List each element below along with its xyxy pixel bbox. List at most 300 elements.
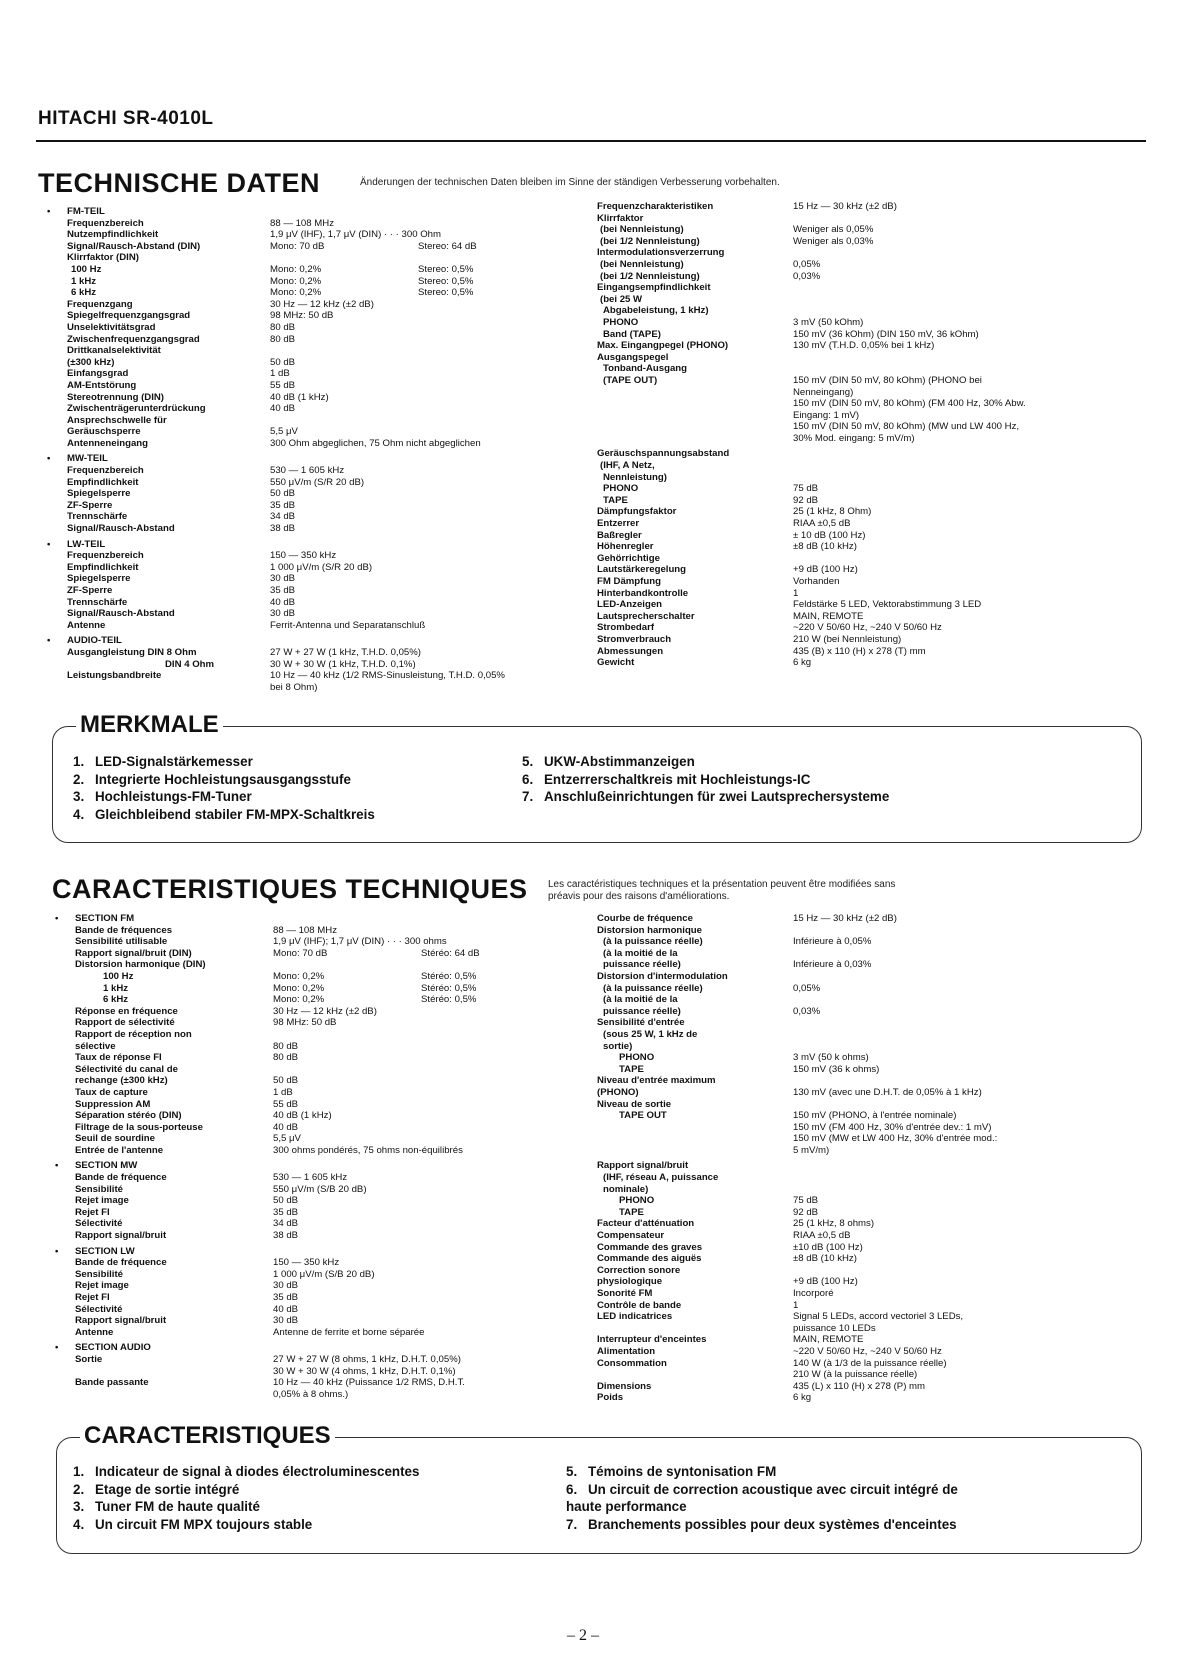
spec-label: (IHF, réseau A, puissance xyxy=(603,1172,719,1184)
spec-value: 550 μV/m (S/R 20 dB) xyxy=(270,476,365,488)
spec-value: 6 kg xyxy=(793,657,812,669)
spec-label: FM-TEIL xyxy=(67,206,105,217)
spec-label: AM-Entstörung xyxy=(67,379,137,391)
spec-label: Niveau de sortie xyxy=(597,1098,672,1110)
spec-value: 40 dB (1 kHz) xyxy=(273,1110,332,1122)
feature-text: Tuner FM de haute qualité xyxy=(95,1499,260,1515)
spec-row xyxy=(597,282,1157,294)
spec-label: Commande des graves xyxy=(597,1241,703,1253)
feature-text: Gleichbleibend stabiler FM-MPX-Schaltkreis xyxy=(95,806,375,822)
spec-row xyxy=(47,635,587,647)
spec-label: (sous 25 W, 1 kHz de xyxy=(603,1028,698,1040)
caracteristiques-list-right xyxy=(566,1463,958,1533)
spec-value-stereo: Stereo: 64 dB xyxy=(418,240,477,252)
spec-value: 10 Hz — 40 kHz (Puissance 1/2 RMS, D.H.T. 0,05% à 8 ohms.) xyxy=(273,1377,465,1400)
spec-row xyxy=(75,1184,585,1196)
spec-label: Nutzempfindlichkeit xyxy=(67,229,159,241)
spec-label: (à la puissance réelle) xyxy=(603,936,703,948)
spec-label: (bei Nennleistung) xyxy=(600,224,684,236)
spec-row xyxy=(67,488,587,500)
feature-item xyxy=(73,788,375,806)
feature-number: 1. xyxy=(73,754,85,769)
spec-value: 34 dB xyxy=(273,1218,299,1230)
feature-item xyxy=(73,1498,419,1516)
spec-value: +9 dB (100 Hz) xyxy=(793,1276,858,1288)
spec-label: Höhenregler xyxy=(597,541,654,553)
spec-row xyxy=(597,1195,1157,1207)
spec-row xyxy=(597,1029,1157,1041)
de-spec-left xyxy=(47,206,587,693)
spec-row xyxy=(67,550,587,562)
spec-label: Compensateur xyxy=(597,1230,665,1242)
spec-value: 88 — 108 MHz xyxy=(270,217,334,229)
feature-text: Integrierte Hochleistungsausgangsstufe xyxy=(95,771,351,787)
spec-label: Rapport signal/bruit xyxy=(597,1160,689,1172)
spec-value: Antenne de ferrite et borne séparée xyxy=(273,1326,425,1338)
feature-item xyxy=(73,753,375,771)
feature-text: Anschlußeinrichtungen für zwei Lautsprechersysteme xyxy=(544,789,890,805)
spec-value: 1 dB xyxy=(270,368,290,380)
caracteristiques-list-left xyxy=(73,1463,419,1533)
spec-label: Spiegelsperre xyxy=(67,573,131,585)
spec-row xyxy=(597,1334,1157,1346)
spec-label: Rejet FI xyxy=(75,1292,110,1303)
feature-text: Indicateur de signal à diodes électroluminescentes xyxy=(95,1464,420,1479)
spec-row xyxy=(75,1041,585,1053)
spec-value: ~220 V 50/60 Hz, ~240 V 50/60 Hz xyxy=(793,1345,942,1357)
spec-value: 1 000 μV/m (S/B 20 dB) xyxy=(273,1268,375,1280)
spec-row xyxy=(75,1280,585,1292)
spec-row xyxy=(597,317,1157,329)
spec-value: 6 kg xyxy=(793,1392,812,1404)
feature-item xyxy=(73,806,375,824)
spec-row xyxy=(597,936,1157,948)
spec-label: Sensibilité utilisable xyxy=(75,936,168,948)
spec-row xyxy=(67,647,587,659)
spec-value: 35 dB xyxy=(270,585,296,596)
spec-value: 98 MHz: 50 dB xyxy=(273,1017,337,1029)
spec-row xyxy=(75,1017,585,1029)
spec-row xyxy=(75,1052,585,1064)
spec-value: ~220 V 50/60 Hz, ~240 V 50/60 Hz xyxy=(793,622,942,634)
spec-row xyxy=(597,622,1157,634)
spec-label: Signal/Rausch-Abstand xyxy=(67,523,175,535)
spec-value: 130 mV (avec une D.H.T. de 0,05% à 1 kHz) xyxy=(793,1086,982,1098)
fr-note: Les caractéristiques techniques et la présentation peuvent être modifiées sans préavis pour des raisons d'améliorations. xyxy=(548,879,896,902)
spec-value: 150 mV (PHONO, à l'entrée nominale) 150 mV (FM 400 Hz, 30% d'entrée dev.: 1 mV) 150 mV (MW et LW 400 Hz, 30% d'entrée mod.: 5 mV/m) xyxy=(793,1110,998,1156)
spec-value: 15 Hz — 30 kHz (±2 dB) xyxy=(793,201,897,212)
spec-value: 50 dB xyxy=(273,1075,299,1087)
spec-value: Mono: 0,2% xyxy=(273,994,325,1006)
spec-row xyxy=(55,1342,585,1354)
spec-value: 3 mV (50 k ohms) xyxy=(793,1052,869,1064)
feature-item xyxy=(73,1463,419,1481)
spec-row xyxy=(47,453,587,465)
spec-row xyxy=(75,1075,585,1087)
spec-row xyxy=(75,1354,585,1377)
spec-value: 1 000 μV/m (S/R 20 dB) xyxy=(270,561,373,573)
spec-label: Leistungsbandbreite xyxy=(67,670,162,682)
spec-row xyxy=(597,1230,1157,1242)
spec-label: LED indicatrices xyxy=(597,1311,673,1323)
spec-row xyxy=(75,971,585,983)
spec-label: Séparation stéréo (DIN) xyxy=(75,1110,182,1122)
spec-label: Rapport de réception non xyxy=(75,1028,192,1040)
merkmale-list-left xyxy=(73,753,375,823)
de-note: Änderungen der technischen Daten bleiben im Sinne der ständigen Verbesserung vorbehalten. xyxy=(360,177,780,188)
spec-value-stereo: Stereo: 0,5% xyxy=(418,263,474,275)
spec-row xyxy=(597,1288,1157,1300)
spec-row xyxy=(597,518,1157,530)
spec-row xyxy=(75,1029,585,1041)
spec-row xyxy=(597,259,1157,271)
spec-value: 80 dB xyxy=(273,1040,299,1052)
feature-number: 6. xyxy=(566,1481,578,1497)
spec-row xyxy=(597,213,1157,225)
spec-row xyxy=(597,340,1157,352)
spec-row xyxy=(597,1253,1157,1265)
spec-row xyxy=(75,1064,585,1076)
spec-value: 92 dB xyxy=(793,1206,819,1218)
feature-item xyxy=(522,788,889,806)
spec-row xyxy=(55,1245,585,1258)
bullet-icon: • xyxy=(47,635,51,647)
spec-label: Trennschärfe xyxy=(67,511,128,523)
spec-label: Gehörrichtige xyxy=(597,552,660,564)
spec-row xyxy=(597,1052,1157,1064)
spec-row xyxy=(597,247,1157,259)
spec-value: 530 — 1 605 kHz xyxy=(273,1172,348,1184)
feature-number: 7. xyxy=(566,1516,578,1532)
spec-value: 1 dB xyxy=(273,1086,293,1098)
spec-label: LED-Anzeigen xyxy=(597,599,663,611)
feature-item xyxy=(566,1516,958,1534)
spec-value: 5,5 μV xyxy=(270,426,298,438)
spec-row xyxy=(75,1099,585,1111)
spec-row xyxy=(67,597,587,609)
spec-row xyxy=(597,959,1157,971)
spec-row xyxy=(597,236,1157,248)
spec-value: 5,5 μV xyxy=(273,1133,301,1145)
spec-value: ±10 dB (100 Hz) xyxy=(793,1241,863,1253)
spec-value: 435 (L) x 110 (H) x 278 (P) mm xyxy=(793,1380,926,1392)
spec-label: SECTION MW xyxy=(75,1160,138,1172)
feature-number: 4. xyxy=(73,1516,85,1532)
spec-label: PHONO xyxy=(619,1052,655,1064)
feature-number: 6. xyxy=(522,771,534,787)
spec-row xyxy=(597,646,1157,658)
spec-value: Weniger als 0,03% xyxy=(793,235,874,247)
spec-value: Mono: 0,2% xyxy=(273,970,325,982)
feature-text: UKW-Abstimmanzeigen xyxy=(544,754,695,769)
spec-value: 40 dB xyxy=(270,403,296,415)
feature-number: 2. xyxy=(73,1481,85,1497)
spec-label: Courbe de fréquence xyxy=(597,913,693,924)
spec-row xyxy=(597,201,1157,213)
spec-label: (PHONO) xyxy=(597,1086,639,1098)
spec-value: 300 ohms pondérés, 75 ohms non-équilibrés xyxy=(273,1144,463,1156)
spec-row xyxy=(597,1006,1157,1018)
bullet-icon: • xyxy=(55,1160,59,1172)
spec-label: Frequenzbereich xyxy=(67,465,144,477)
spec-label: Geräuschspannungsabstand xyxy=(597,448,730,460)
spec-label: Dimensions xyxy=(597,1380,652,1392)
spec-row xyxy=(597,634,1157,646)
spec-label: TAPE xyxy=(619,1206,644,1218)
spec-row xyxy=(597,983,1157,995)
spec-row xyxy=(75,1195,585,1207)
spec-label: FM Dämpfung xyxy=(597,576,661,587)
spec-value: +9 dB (100 Hz) xyxy=(793,564,858,576)
fr-title: CARACTERISTIQUES TECHNIQUES xyxy=(52,874,528,904)
spec-value: Mono: 70 dB xyxy=(270,240,325,252)
merkmale-title: MERKMALE xyxy=(76,711,223,739)
spec-label: Taux de réponse FI xyxy=(75,1052,162,1064)
spec-value: 1 xyxy=(793,1299,799,1311)
spec-value: 0,05% xyxy=(793,982,821,994)
spec-row xyxy=(597,994,1157,1006)
spec-value: ±8 dB (10 kHz) xyxy=(793,541,857,553)
spec-value: 40 dB (1 kHz) xyxy=(270,391,329,403)
spec-value: MAIN, REMOTE xyxy=(793,610,864,622)
spec-row xyxy=(75,1110,585,1122)
spec-label: Frequenzbereich xyxy=(67,550,144,562)
spec-label: (bei Nennleistung) xyxy=(600,258,684,270)
spec-label: Zwischenfrequenzgangsgrad xyxy=(67,333,200,345)
spec-label: Correction sonore xyxy=(597,1264,681,1276)
spec-label: Distorsion harmonique xyxy=(597,924,703,936)
spec-row xyxy=(597,913,1157,925)
fr-spec-right xyxy=(597,913,1157,1404)
spec-row xyxy=(597,1172,1157,1184)
spec-row xyxy=(597,460,1157,472)
spec-row xyxy=(67,465,587,477)
spec-label: Antenne xyxy=(75,1326,114,1338)
spec-row xyxy=(597,971,1157,983)
spec-value: 150 mV (DIN 50 mV, 80 kOhm) (PHONO bei Nenneingang) 150 mV (DIN 50 mV, 80 kOhm) (FM 400 Hz, 30% Abw. Eingang: 1 mV) 150 mV (DIN 50 mV, 80 kOhm) (MW und LW 400 Hz, 30% Mod. eingang: 5 mV/m) xyxy=(793,374,1026,444)
spec-row xyxy=(67,392,587,404)
spec-row xyxy=(55,1160,585,1172)
spec-row xyxy=(597,472,1157,484)
spec-row xyxy=(67,438,587,450)
spec-value: 0,03% xyxy=(793,270,821,282)
spec-label: Seuil de sourdine xyxy=(75,1133,155,1145)
spec-label: Entzerrer xyxy=(597,518,640,530)
spec-row xyxy=(597,1064,1157,1076)
feature-text: Etage de sortie intégré xyxy=(95,1481,240,1497)
spec-label: Rejet image xyxy=(75,1195,129,1207)
spec-value: 210 W (bei Nennleistung) xyxy=(793,633,902,645)
spec-label: Ausgangspegel xyxy=(597,351,669,363)
spec-label: Filtrage de la sous-porteuse xyxy=(75,1121,203,1133)
spec-label: sélective xyxy=(75,1040,116,1052)
spec-label: Sensibilité d'entrée xyxy=(597,1017,685,1029)
spec-row xyxy=(67,403,587,415)
spec-row xyxy=(75,1327,585,1339)
spec-label: (à la puissance réelle) xyxy=(603,982,703,994)
spec-label: Contrôle de bande xyxy=(597,1299,682,1311)
spec-value: 25 (1 kHz, 8 Ohm) xyxy=(793,506,872,518)
spec-value: 30 dB xyxy=(270,608,296,620)
spec-value: 35 dB xyxy=(270,499,296,511)
spec-row xyxy=(597,530,1157,542)
de-spec-right xyxy=(597,201,1157,669)
spec-row xyxy=(597,1207,1157,1219)
spec-value: 40 dB xyxy=(273,1121,299,1133)
spec-value: 130 mV (T.H.D. 0,05% bei 1 kHz) xyxy=(793,340,935,352)
spec-label: Bande passante xyxy=(75,1377,149,1389)
spec-label: ZF-Sperre xyxy=(67,585,113,596)
spec-value: Mono: 0,2% xyxy=(270,287,322,299)
spec-value-stereo: Stéréo: 64 dB xyxy=(421,947,480,959)
spec-value: 300 Ohm abgeglichen, 75 Ohm nicht abgeglichen xyxy=(270,437,481,449)
spec-row xyxy=(597,576,1157,588)
spec-label: Abmessungen xyxy=(597,645,664,657)
spec-label: Entrée de l'antenne xyxy=(75,1144,164,1156)
spec-value: 75 dB xyxy=(793,1195,819,1207)
spec-row xyxy=(75,1292,585,1304)
feature-text: Hochleistungs-FM-Tuner xyxy=(95,789,252,805)
spec-value: 27 W + 27 W (8 ohms, 1 kHz, D.H.T. 0,05%) 30 W + 30 W (4 ohms, 1 kHz, D.H.T. 0,1%) xyxy=(273,1353,461,1377)
spec-value: 1,9 μV (IHF), 1,7 μV (DIN) · · · 300 Ohm xyxy=(270,229,441,241)
spec-label: Dämpfungsfaktor xyxy=(597,506,677,518)
spec-value: 15 Hz — 30 kHz (±2 dB) xyxy=(793,913,897,924)
spec-value: 92 dB xyxy=(793,494,819,506)
spec-row xyxy=(597,1242,1157,1254)
spec-label: Rejet image xyxy=(75,1280,129,1292)
spec-value: Weniger als 0,05% xyxy=(793,224,874,236)
spec-value: 38 dB xyxy=(270,523,296,535)
feature-item xyxy=(522,771,889,789)
de-title: TECHNISCHE DATEN xyxy=(38,168,321,198)
bullet-icon: • xyxy=(55,1245,59,1257)
spec-label: Bande de fréquences xyxy=(75,924,173,936)
spec-row xyxy=(597,1099,1157,1111)
spec-row xyxy=(67,241,587,253)
spec-label: Rapport signal/bruit xyxy=(75,1230,167,1242)
spec-row xyxy=(597,363,1157,375)
feature-item xyxy=(566,1463,958,1481)
spec-label: (à la moitié de la xyxy=(603,994,678,1006)
spec-row xyxy=(67,380,587,392)
spec-row xyxy=(597,448,1157,460)
spec-label: 6 kHz xyxy=(71,287,97,299)
spec-value: 27 W + 27 W (1 kHz, T.H.D. 0,05%) xyxy=(270,646,421,658)
spec-row xyxy=(597,1110,1157,1156)
spec-value: 80 dB xyxy=(273,1052,299,1064)
spec-label: Sonorité FM xyxy=(597,1288,653,1299)
spec-value-stereo: Stéréo: 0,5% xyxy=(421,994,477,1006)
spec-label: Geräuschsperre xyxy=(67,426,141,438)
spec-label: Commande des aiguës xyxy=(597,1253,702,1265)
spec-row xyxy=(75,1145,585,1157)
spec-label: Empfindlichkeit xyxy=(67,561,139,573)
spec-label: Rapport signal/bruit xyxy=(75,1315,167,1327)
spec-row xyxy=(75,925,585,937)
spec-value: RIAA ±0,5 dB xyxy=(793,518,851,530)
spec-label: Frequenzcharakteristiken xyxy=(597,201,714,212)
spec-row xyxy=(67,670,587,693)
spec-label: (TAPE OUT) xyxy=(603,374,658,386)
spec-row xyxy=(75,1172,585,1184)
spec-value: 55 dB xyxy=(273,1098,299,1110)
spec-value: 80 dB xyxy=(270,333,296,345)
spec-label: Ausgangleistung DIN 8 Ohm xyxy=(67,646,197,658)
spec-row xyxy=(597,611,1157,623)
spec-label: Rapport signal/bruit (DIN) xyxy=(75,947,192,959)
spec-row xyxy=(67,573,587,585)
spec-label: ZF-Sperre xyxy=(67,499,113,511)
spec-row xyxy=(597,1358,1157,1381)
spec-row xyxy=(67,426,587,438)
spec-row xyxy=(67,287,587,299)
spec-label: (IHF, A Netz, xyxy=(600,460,655,472)
spec-value: 25 (1 kHz, 8 ohms) xyxy=(793,1218,875,1230)
spec-value: 50 dB xyxy=(270,356,296,368)
spec-label: SECTION FM xyxy=(75,913,135,924)
spec-row xyxy=(67,477,587,489)
spec-label: Poids xyxy=(597,1392,624,1404)
spec-value: ±8 dB (10 kHz) xyxy=(793,1253,857,1265)
spec-value: 30 dB xyxy=(273,1315,299,1327)
feature-item xyxy=(522,753,889,771)
spec-row xyxy=(67,608,587,620)
model-header: HITACHI SR-4010L xyxy=(38,108,214,129)
spec-label: PHONO xyxy=(619,1195,655,1207)
spec-row xyxy=(67,322,587,334)
spec-row xyxy=(597,925,1157,937)
spec-row xyxy=(597,271,1157,283)
spec-value: ± 10 dB (100 Hz) xyxy=(793,529,866,541)
spec-row xyxy=(597,1087,1157,1099)
spec-label: 1 kHz xyxy=(71,275,97,287)
spec-label: Nennleistung) xyxy=(603,471,667,483)
spec-row xyxy=(75,983,585,995)
spec-value: 150 mV (36 k ohms) xyxy=(793,1063,880,1075)
spec-row xyxy=(75,1087,585,1099)
spec-row xyxy=(75,1207,585,1219)
spec-row xyxy=(67,368,587,380)
spec-row xyxy=(597,495,1157,507)
spec-label: Gewicht xyxy=(597,657,635,669)
spec-row xyxy=(67,276,587,288)
spec-label: Niveau d'entrée maximum xyxy=(597,1075,716,1087)
spec-row xyxy=(67,310,587,322)
spec-row xyxy=(597,1160,1157,1172)
spec-row xyxy=(75,1230,585,1242)
spec-value-stereo: Stereo: 0,5% xyxy=(418,275,474,287)
spec-label: 100 Hz xyxy=(71,263,102,275)
caracteristiques-title: CARACTERISTIQUES xyxy=(80,1422,335,1450)
spec-value: 40 dB xyxy=(273,1303,299,1315)
feature-number: 1. xyxy=(73,1464,85,1479)
feature-item xyxy=(566,1481,958,1516)
feature-number: 3. xyxy=(73,1499,85,1515)
spec-label: Signal/Rausch-Abstand xyxy=(67,608,175,620)
spec-label: Bande de fréquence xyxy=(75,1257,167,1269)
spec-value: 30 Hz — 12 kHz (±2 dB) xyxy=(270,298,374,310)
spec-row xyxy=(67,229,587,241)
spec-row xyxy=(67,562,587,574)
spec-value: 40 dB xyxy=(270,596,296,608)
feature-number: 7. xyxy=(522,789,534,805)
spec-label: Facteur d'atténuation xyxy=(597,1218,695,1230)
spec-row xyxy=(75,959,585,971)
spec-row xyxy=(597,305,1157,317)
spec-label: Spiegelsperre xyxy=(67,488,131,500)
feature-text: Un circuit FM MPX toujours stable xyxy=(95,1516,313,1532)
spec-value: Feldstärke 5 LED, Vektorabstimmung 3 LED xyxy=(793,599,982,611)
